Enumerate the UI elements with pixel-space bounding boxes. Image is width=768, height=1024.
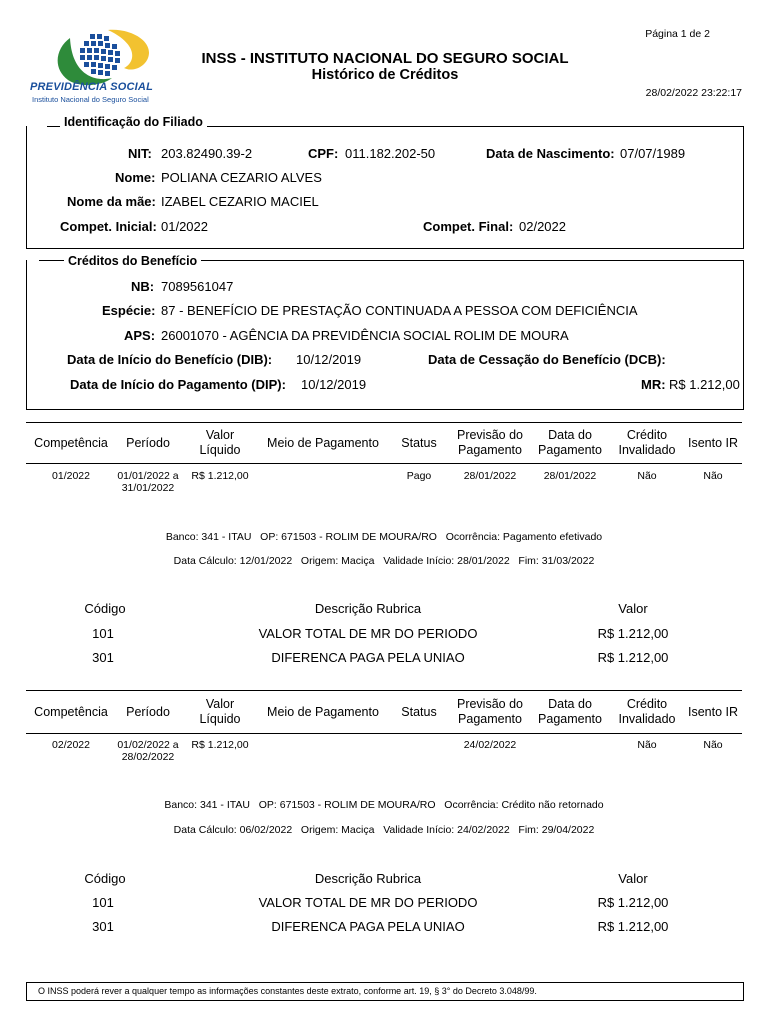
col-invalidado: Crédito Invalidado	[618, 428, 676, 457]
col-previsao: Previsão do Pagamento	[456, 697, 523, 726]
name-value: POLIANA CEZARIO ALVES	[161, 170, 322, 185]
beneficio-legend: Créditos do Benefício	[64, 254, 201, 268]
col-competencia: Competência	[34, 436, 108, 450]
col-invalidado: Crédito Invalidado	[618, 697, 676, 726]
calculation-info: Data Cálculo: 06/02/2022 Origem: Maciça Validade Início: 24/02/2022 Fim: 29/04/2022	[173, 824, 595, 836]
logo	[30, 28, 160, 106]
page-number: Página 1 de 2	[645, 28, 710, 40]
birth-date-value: 07/07/1989	[620, 146, 686, 161]
col-previsao: Previsão do Pagamento	[456, 428, 523, 457]
col-meio: Meio de Pagamento	[267, 705, 379, 719]
cpf-value: 011.182.202-50	[345, 146, 436, 161]
col-isento: Isento IR	[687, 436, 739, 450]
especie-label: Espécie:	[102, 303, 156, 318]
logo-subtitle: Instituto Nacional do Seguro Social	[32, 95, 149, 104]
col-valor: Valor Líquido	[199, 697, 241, 726]
rubrica-col-descricao: Descrição Rubrica	[314, 871, 422, 886]
col-periodo: Período	[126, 705, 170, 719]
compet-final-value: 02/2022	[519, 219, 566, 234]
nit-value: 203.82490.39-2	[161, 146, 253, 161]
previdencia-logo-icon	[50, 28, 150, 86]
logo-name: PREVIDÊNCIA SOCIAL	[30, 81, 153, 93]
col-data: Data do Pagamento	[538, 697, 602, 726]
payment-info: Banco: 341 - ITAU OP: 671503 - ROLIM DE MOURA/RO Ocorrência: Pagamento efetivado	[165, 531, 603, 543]
mother-name-value: IZABEL CEZARIO MACIEL	[161, 194, 319, 209]
name-label: Nome:	[115, 170, 156, 185]
report-datetime: 28/02/2022 23:22:17	[645, 87, 742, 99]
col-competencia: Competência	[34, 705, 108, 719]
cpf-label: CPF:	[308, 146, 339, 161]
mother-name-label: Nome da mãe:	[67, 194, 156, 209]
dcb-label: Data de Cessação do Benefício (DCB):	[428, 352, 666, 367]
birth-date-label: Data de Nascimento:	[486, 146, 615, 161]
page-subtitle: Histórico de Créditos	[311, 67, 459, 83]
especie-value: 87 - BENEFÍCIO DE PRESTAÇÃO CONTINUADA A PESSOA COM DEFICIÊNCIA	[161, 303, 638, 318]
dip-value: 10/12/2019	[301, 377, 367, 392]
col-status: Status	[401, 436, 437, 450]
dib-value: 10/12/2019	[296, 352, 362, 367]
mr-label: MR:	[641, 377, 666, 392]
dip-label: Data de Início do Pagamento (DIP):	[70, 377, 286, 392]
footer-note: O INSS poderá rever a qualquer tempo as informações constantes deste extrato, conforme art. 19, § 3° do Decreto 3.048/99.	[38, 986, 537, 996]
rubrica-col-valor: Valor	[618, 871, 648, 886]
aps-label: APS:	[124, 328, 156, 343]
nb-label: NB:	[131, 279, 155, 294]
rubrica-col-codigo: Código	[84, 871, 126, 886]
rubrica-col-valor: Valor	[618, 601, 648, 616]
col-status: Status	[401, 705, 437, 719]
dib-label: Data de Início do Benefício (DIB):	[67, 352, 273, 367]
page-title: INSS - INSTITUTO NACIONAL DO SEGURO SOCIAL	[201, 50, 569, 67]
payment-info: Banco: 341 - ITAU OP: 671503 - ROLIM DE MOURA/RO Ocorrência: Crédito não retornado	[164, 799, 604, 811]
compet-inicial-label: Compet. Inicial:	[60, 219, 157, 234]
nit-label: NIT:	[128, 146, 152, 161]
col-data: Data do Pagamento	[538, 428, 602, 457]
mr-value: R$ 1.212,00	[669, 377, 740, 392]
col-valor: Valor Líquido	[199, 428, 241, 457]
nb-value: 7089561047	[161, 279, 234, 294]
col-meio: Meio de Pagamento	[267, 436, 379, 450]
aps-value: 26001070 - AGÊNCIA DA PREVIDÊNCIA SOCIAL ROLIM DE MOURA	[161, 328, 569, 343]
col-isento: Isento IR	[687, 705, 739, 719]
compet-final-label: Compet. Final:	[423, 219, 514, 234]
compet-inicial-value: 01/2022	[161, 219, 208, 234]
rubrica-col-codigo: Código	[84, 601, 126, 616]
filiado-legend: Identificação do Filiado	[60, 115, 207, 129]
calculation-info: Data Cálculo: 12/01/2022 Origem: Maciça Validade Início: 28/01/2022 Fim: 31/03/2022	[173, 555, 595, 567]
rubrica-col-descricao: Descrição Rubrica	[314, 601, 422, 616]
col-periodo: Período	[126, 436, 170, 450]
